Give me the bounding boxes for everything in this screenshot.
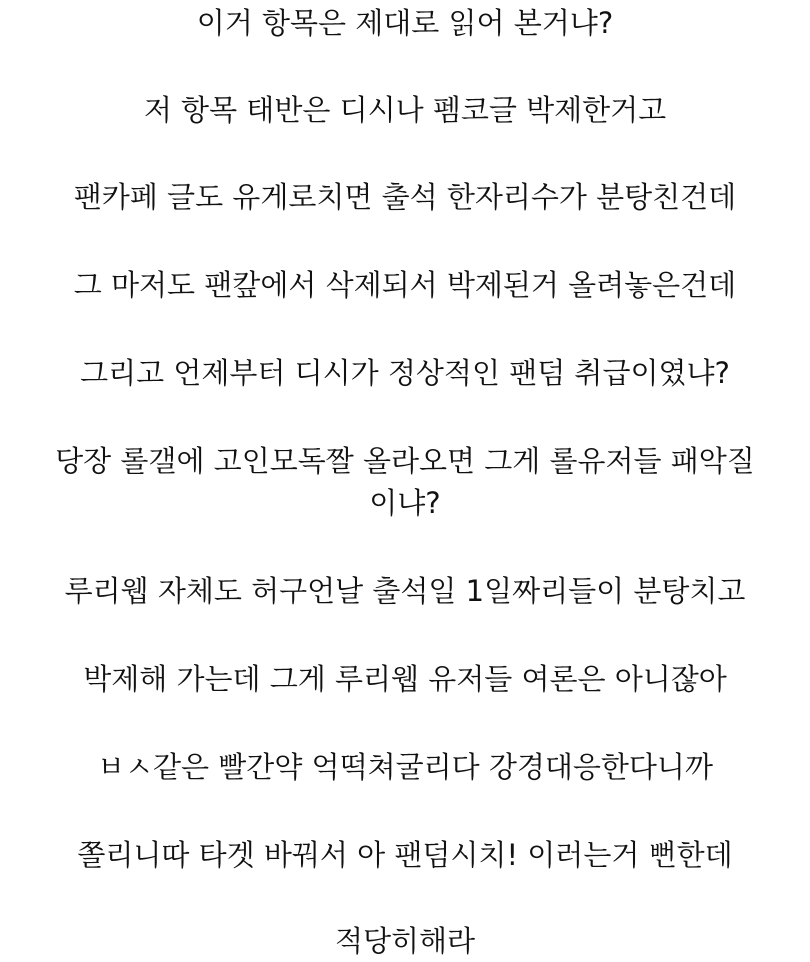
post-line-9: ㅂㅅ같은 빨간약 억떡쳐굴리다 강경대응한다니까 xyxy=(97,750,713,784)
post-line-5: 그리고 언제부터 디시가 정상적인 팬덤 취급이였냐? xyxy=(80,356,730,390)
post-line-11: 적당히해라 xyxy=(334,924,476,958)
post-line-4: 그 마저도 팬캎에서 삭제되서 박제된거 올려놓은건데 xyxy=(73,268,737,302)
post-line-1: 이거 항목은 제대로 읽어 본거냐? xyxy=(196,6,614,40)
post-line-8: 박제해 가는데 그게 루리웹 유저들 여론은 아니잖아 xyxy=(83,662,727,696)
post-line-7: 루리웹 자체도 허구언날 출석일 1일짜리들이 분탕치고 xyxy=(64,574,746,608)
post-line-2: 저 항목 태반은 디시나 펨코글 박제한거고 xyxy=(143,93,667,127)
post-line-3: 팬카페 글도 유게로치면 출석 한자리수가 분탕친건데 xyxy=(73,180,737,214)
post-line-6: 당장 롤갤에 고인모독짤 올라오면 그게 롤유저들 패악질이냐? xyxy=(55,444,755,520)
post-line-10: 쫄리니따 타겟 바꿔서 아 팬덤시치! 이러는거 뻔한데 xyxy=(77,838,733,872)
